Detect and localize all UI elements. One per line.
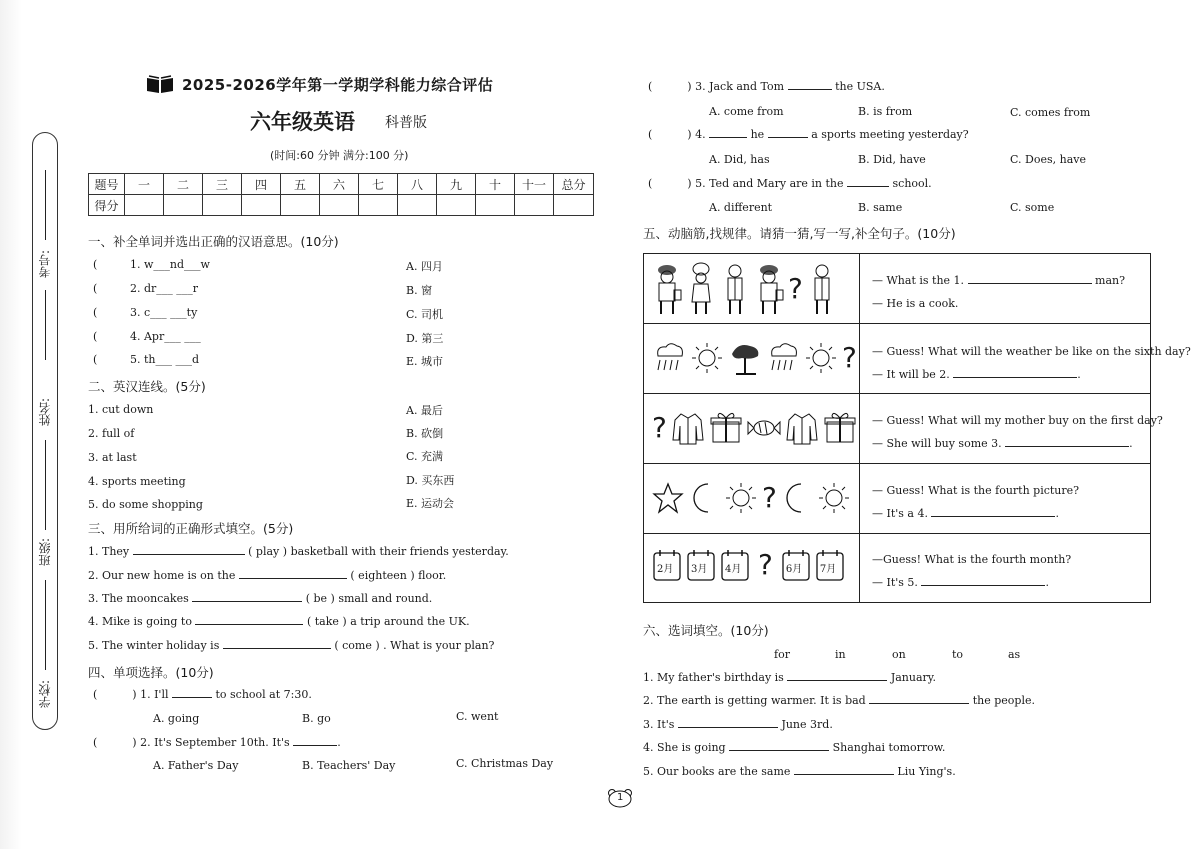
mc-option[interactable]: A. Father's Day	[153, 759, 239, 772]
score-cell: 题号	[89, 174, 125, 195]
word-bank-word: for	[774, 648, 790, 661]
row1-question: — What is the 1. man?	[872, 274, 1126, 287]
score-cell: 九	[437, 174, 476, 195]
gift-box-icon	[709, 410, 743, 446]
word-bank-word: on	[892, 648, 906, 661]
doctor-icon	[720, 262, 750, 316]
mc-option[interactable]: B. Did, have	[858, 153, 926, 166]
mc-question-1: ( ) 1. I'll to school at 7:30.	[93, 688, 312, 701]
mc-option[interactable]: C. Christmas Day	[456, 757, 554, 770]
sun-icon	[817, 480, 851, 516]
section1-item: 4. Apr___ ___	[130, 330, 201, 343]
answer-blank	[788, 80, 832, 90]
answer-blank[interactable]	[133, 545, 245, 555]
answer-blank[interactable]	[239, 569, 347, 579]
row4-question: — Guess! What is the fourth picture?	[872, 484, 1080, 497]
mc-option[interactable]: C. comes from	[1010, 106, 1091, 119]
pattern-row-3	[644, 394, 1163, 464]
exam-number-line	[45, 170, 46, 240]
gift-box-icon	[823, 410, 857, 446]
section1-item: 3. c___ ___ty	[130, 306, 198, 319]
class-line	[45, 580, 46, 670]
score-cell: 一	[125, 174, 164, 195]
calendar-icon	[815, 548, 845, 582]
calendar-icon	[686, 548, 716, 582]
question-mark-icon: ?	[762, 481, 777, 514]
score-cell: 总分	[554, 174, 594, 195]
mc-option[interactable]: C. some	[1010, 201, 1055, 214]
section2-option: A. 最后	[406, 404, 443, 417]
exam-number-label: 考号:	[38, 250, 52, 279]
section2-title: 二、英汉连线。(5分)	[88, 379, 206, 394]
answer-blank[interactable]	[953, 368, 1077, 378]
row5-question: —Guess! What is the fourth month?	[872, 553, 1072, 566]
section1-item: 5. th___ ___d	[130, 353, 200, 366]
answer-paren[interactable]: (	[93, 330, 98, 343]
score-row-label: 得分	[89, 195, 125, 216]
mc-option[interactable]: B. go	[302, 712, 331, 725]
section2-item: 1. cut down	[88, 403, 154, 416]
scan-shadow	[0, 0, 22, 849]
section1-option: C. 司机	[406, 308, 444, 321]
sky-pictures	[652, 480, 851, 516]
exam-title: 2025-2026学年第一学期学科能力综合评估	[182, 76, 494, 94]
section6-item: 3. It's June 3rd.	[643, 718, 833, 731]
section1-option: B. 窗	[406, 284, 433, 297]
score-table-header-row	[89, 174, 594, 195]
score-cell: 十	[476, 174, 515, 195]
answer-paren[interactable]: (	[93, 306, 98, 319]
answer-blank	[172, 688, 212, 698]
answer-blank[interactable]	[195, 615, 303, 625]
answer-blank[interactable]	[1005, 437, 1129, 447]
calendar-label: 4月	[725, 564, 742, 575]
subject-title: 六年级英语	[250, 109, 355, 134]
calendar-label: 7月	[819, 564, 837, 575]
word-bank-word: in	[835, 648, 846, 661]
answer-blank[interactable]	[787, 671, 887, 681]
question-mark-icon: ?	[788, 272, 803, 305]
pattern-row-5	[644, 534, 1150, 602]
class-label: 班级:	[38, 538, 52, 567]
answer-blank[interactable]	[729, 741, 829, 751]
pattern-grid	[643, 253, 1191, 603]
rain-cloud-icon	[652, 340, 686, 376]
section2-option: C. 充满	[406, 450, 444, 463]
score-cell: 八	[398, 174, 437, 195]
answer-paren[interactable]: (	[93, 736, 98, 749]
mc-option[interactable]: A. different	[709, 201, 773, 214]
section1-option: D. 第三	[406, 332, 444, 345]
score-input-cell[interactable]	[476, 195, 515, 216]
mc-option[interactable]: B. is from	[858, 105, 913, 118]
word-bank-word: to	[952, 648, 964, 661]
answer-paren[interactable]: (	[648, 128, 653, 141]
mc-question-4: ( ) 4. he a sports meeting yesterday?	[648, 128, 969, 141]
answer-blank	[293, 736, 337, 746]
fireman-icon	[652, 262, 682, 316]
section3-item: 2. Our new home is on the ( eighteen ) floor.	[88, 569, 447, 582]
calendar-icon	[652, 548, 682, 582]
section2-option: E. 运动会	[406, 497, 455, 510]
cook-icon	[686, 262, 716, 316]
question-mark-icon: ?	[758, 548, 773, 581]
answer-paren[interactable]: (	[93, 282, 98, 295]
mc-option[interactable]: A. come from	[709, 105, 784, 118]
school-label: 学校:	[38, 680, 52, 709]
moon-icon	[781, 480, 813, 516]
section4-title: 四、单项选择。(10分)	[88, 665, 214, 680]
score-input-cell[interactable]	[320, 195, 359, 216]
windy-tree-icon	[728, 340, 762, 376]
moon-icon	[688, 480, 720, 516]
pattern-row-1	[644, 254, 1150, 324]
score-input-cell[interactable]	[437, 195, 476, 216]
doctor-icon	[807, 262, 837, 316]
score-input-cell[interactable]	[398, 195, 437, 216]
answer-blank[interactable]	[869, 694, 969, 704]
answer-blank[interactable]	[968, 274, 1092, 284]
answer-blank	[768, 128, 808, 138]
answer-blank	[847, 177, 889, 187]
sun-icon	[804, 340, 838, 376]
name-line	[45, 440, 46, 530]
answer-blank	[709, 128, 747, 138]
section2-option: D. 买东西	[406, 474, 455, 487]
calendar-label: 6月	[785, 564, 803, 575]
answer-paren[interactable]: (	[93, 688, 98, 701]
section1-option: E. 城市	[406, 355, 444, 368]
section6-item: 2. The earth is getting warmer. It is bad the people.	[643, 694, 1035, 707]
fireman-icon	[754, 262, 784, 316]
jacket-icon	[785, 410, 819, 446]
mc-option[interactable]: B. same	[858, 201, 903, 214]
score-cell: 七	[359, 174, 398, 195]
score-table	[88, 173, 594, 216]
section6-item: 5. Our books are the same Liu Ying's.	[643, 765, 956, 778]
mc-option[interactable]: B. Teachers' Day	[302, 759, 396, 772]
score-input-cell[interactable]	[554, 195, 594, 216]
section2-item: 4. sports meeting	[88, 475, 186, 488]
row2-question: — Guess! What will the weather be like on the sixth day?	[872, 345, 1191, 358]
row3-answer: — She will buy some 3. .	[872, 437, 1133, 450]
mc-option[interactable]: C. went	[456, 710, 499, 723]
score-cell: 二	[164, 174, 203, 195]
answer-blank[interactable]	[678, 718, 778, 728]
edition-label: 科普版	[385, 115, 427, 131]
calendar-icon	[781, 548, 811, 582]
score-cell: 五	[281, 174, 320, 195]
sun-icon	[690, 340, 724, 376]
score-input-cell[interactable]	[281, 195, 320, 216]
mc-option[interactable]: A. going	[153, 712, 200, 725]
calendar-icon	[720, 548, 750, 582]
section2-item: 5. do some shopping	[88, 498, 203, 511]
section1-option: A. 四月	[406, 260, 443, 273]
calendar-label: 3月	[691, 564, 708, 575]
mc-option[interactable]: C. Does, have	[1010, 153, 1086, 166]
section6-item: 4. She is going Shanghai tomorrow.	[643, 741, 946, 754]
name-label: 姓名:	[38, 398, 52, 427]
star-icon	[652, 480, 684, 516]
score-input-cell[interactable]	[242, 195, 281, 216]
row1-answer: — He is a cook.	[872, 297, 959, 310]
pattern-row-2	[644, 324, 1191, 394]
weather-pictures	[652, 340, 857, 376]
section1-title: 一、补全单词并选出正确的汉语意思。(10分)	[88, 234, 339, 249]
section1-item: 2. dr___ ___r	[130, 282, 199, 295]
section3-title: 三、用所给词的正确形式填空。(5分)	[88, 521, 294, 536]
answer-paren[interactable]: (	[648, 80, 653, 93]
score-input-cell[interactable]	[515, 195, 554, 216]
page-number: 1	[617, 792, 624, 803]
mc-option[interactable]: A. Did, has	[709, 153, 770, 166]
score-cell: 四	[242, 174, 281, 195]
section3-item: 5. The winter holiday is ( come ) . What is your plan?	[88, 639, 495, 652]
mc-question-3: ( ) 3. Jack and Tom the USA.	[648, 80, 885, 93]
book-icon	[145, 74, 175, 98]
answer-blank[interactable]	[794, 765, 894, 775]
section2-option: B. 砍倒	[406, 427, 444, 440]
shopping-pictures	[652, 410, 857, 446]
exam-number-line-2	[45, 290, 46, 360]
calendar-pictures	[652, 548, 845, 582]
answer-blank[interactable]	[921, 576, 1045, 586]
answer-paren[interactable]: (	[93, 258, 98, 271]
calendar-label: 2月	[657, 564, 674, 575]
score-cell: 三	[203, 174, 242, 195]
section3-item: 4. Mike is going to ( take ) a trip around the UK.	[88, 615, 470, 628]
score-input-cell[interactable]	[164, 195, 203, 216]
word-bank-word: as	[1008, 648, 1021, 661]
people-pictures	[652, 262, 837, 316]
section3-item: 1. They ( play ) basketball with their friends yesterday.	[88, 545, 509, 558]
jacket-icon	[671, 410, 705, 446]
section3-item: 3. The mooncakes ( be ) small and round.	[88, 592, 433, 605]
score-input-cell[interactable]	[203, 195, 242, 216]
answer-paren[interactable]: (	[648, 177, 653, 190]
score-input-cell[interactable]	[359, 195, 398, 216]
question-mark-icon: ?	[842, 341, 857, 374]
pattern-row-4	[644, 464, 1150, 534]
page-number-badge	[606, 788, 634, 808]
candy-icon	[747, 410, 781, 446]
score-input-cell[interactable]	[125, 195, 164, 216]
row2-answer: — It will be 2. .	[872, 368, 1081, 381]
score-cell: 六	[320, 174, 359, 195]
mc-question-5: ( ) 5. Ted and Mary are in the school.	[648, 177, 932, 190]
section6-title: 六、选词填空。(10分)	[643, 623, 769, 638]
score-cell: 十一	[515, 174, 554, 195]
answer-blank[interactable]	[192, 592, 302, 602]
row3-question: — Guess! What will my mother buy on the first day?	[872, 414, 1163, 427]
section2-item: 3. at last	[88, 451, 137, 464]
row4-answer: — It's a 4. .	[872, 507, 1059, 520]
answer-paren[interactable]: (	[93, 353, 98, 366]
section5-title: 五、动脑筋,找规律。请猜一猜,写一写,补全句子。(10分)	[643, 226, 956, 241]
section6-item: 1. My father's birthday is January.	[643, 671, 937, 684]
sun-icon	[724, 480, 758, 516]
section2-item: 2. full of	[88, 427, 135, 440]
section1-item: 1. w___nd___w	[130, 258, 210, 271]
mc-question-2: ( ) 2. It's September 10th. It's .	[93, 736, 341, 749]
score-table-score-row	[89, 195, 594, 216]
rain-cloud-icon	[766, 340, 800, 376]
answer-blank[interactable]	[931, 507, 1055, 517]
answer-blank[interactable]	[223, 639, 331, 649]
exam-info: (时间:60 分钟 满分:100 分)	[270, 149, 409, 162]
question-mark-icon: ?	[652, 411, 667, 444]
row5-answer: — It's 5. .	[872, 576, 1049, 589]
